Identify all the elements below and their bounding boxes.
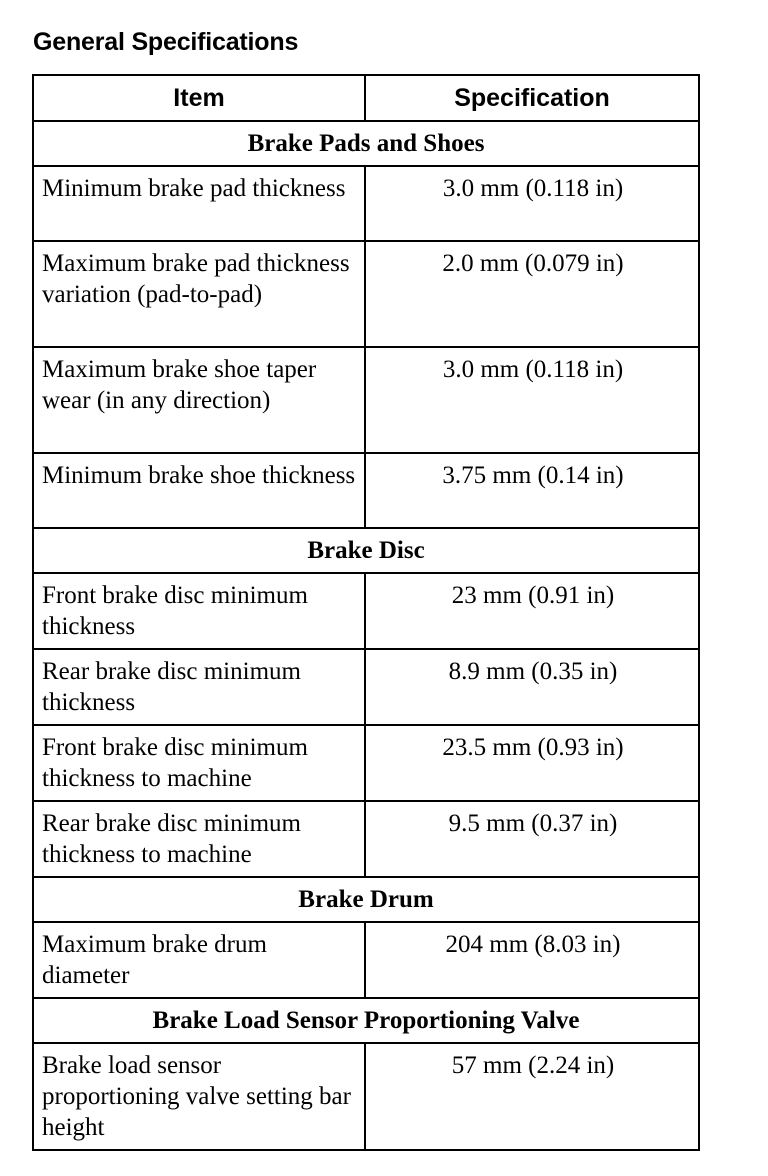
specification-cell: 9.5 mm (0.37 in) [365, 801, 699, 877]
table-row [33, 241, 699, 347]
item-cell: Rear brake disc minimum thickness [33, 649, 365, 725]
item-cell: Maximum brake shoe taper wear (in any direction) [33, 347, 365, 453]
specification-cell: 23.5 mm (0.93 in) [365, 725, 699, 801]
table-header-row [33, 75, 699, 121]
table-row [33, 801, 699, 877]
section-row [33, 998, 699, 1043]
section-row [33, 877, 699, 922]
item-cell: Front brake disc minimum thickness to machine [33, 725, 365, 801]
table-row [33, 922, 699, 998]
column-header-specification: Specification [365, 75, 699, 121]
table-row [33, 166, 699, 241]
page-title: General Specifications [33, 28, 299, 56]
section-row [33, 528, 699, 573]
specification-cell: 2.0 mm (0.079 in) [365, 241, 699, 347]
item-cell: Minimum brake pad thickness [33, 166, 365, 241]
section-label: Brake Drum [33, 877, 699, 922]
table-row [33, 573, 699, 649]
item-cell: Rear brake disc minimum thickness to machine [33, 801, 365, 877]
table-row [33, 347, 699, 453]
table-row [33, 453, 699, 528]
section-label: Brake Load Sensor Proportioning Valve [33, 998, 699, 1043]
specification-cell: 204 mm (8.03 in) [365, 922, 699, 998]
specification-cell: 3.0 mm (0.118 in) [365, 347, 699, 453]
table-row [33, 649, 699, 725]
section-label: Brake Disc [33, 528, 699, 573]
table-row [33, 1043, 699, 1150]
specification-cell: 3.75 mm (0.14 in) [365, 453, 699, 528]
specification-cell: 3.0 mm (0.118 in) [365, 166, 699, 241]
section-row [33, 121, 699, 166]
item-cell: Brake load sensor proportioning valve setting bar height [33, 1043, 365, 1150]
specification-cell: 57 mm (2.24 in) [365, 1043, 699, 1150]
item-cell: Maximum brake drum diameter [33, 922, 365, 998]
specification-cell: 8.9 mm (0.35 in) [365, 649, 699, 725]
item-cell: Maximum brake pad thickness variation (pad-to-pad) [33, 241, 365, 347]
specifications-table [32, 74, 700, 1151]
specification-cell: 23 mm (0.91 in) [365, 573, 699, 649]
item-cell: Minimum brake shoe thickness [33, 453, 365, 528]
column-header-item: Item [33, 75, 365, 121]
item-cell: Front brake disc minimum thickness [33, 573, 365, 649]
section-label: Brake Pads and Shoes [33, 121, 699, 166]
table-row [33, 725, 699, 801]
